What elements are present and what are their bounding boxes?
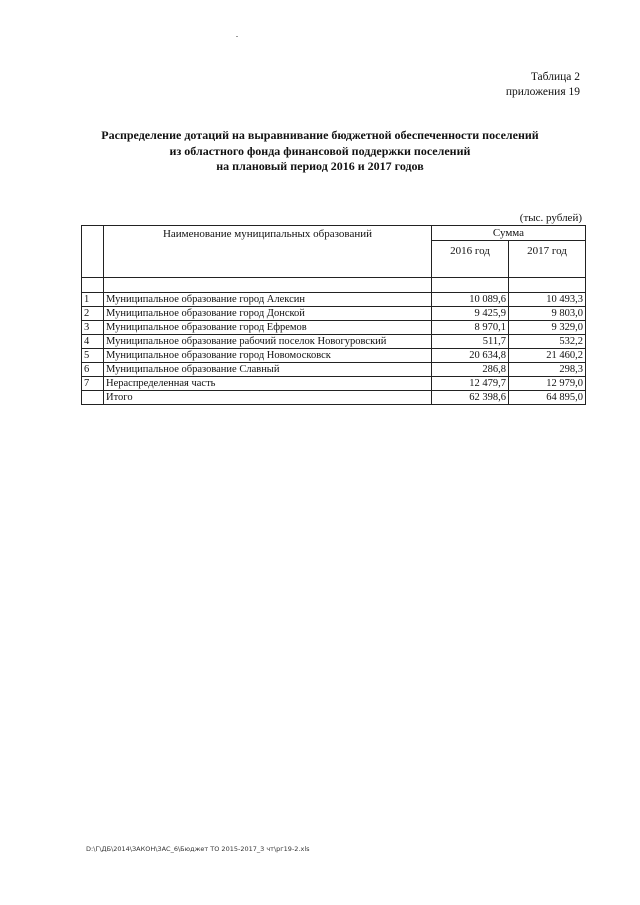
table-row — [82, 377, 586, 391]
row-number: 5 — [82, 349, 104, 363]
row-value-2017: 9 803,0 — [509, 307, 586, 321]
row-number: 7 — [82, 377, 104, 391]
row-name: Муниципальное образование город Новомосковск — [104, 349, 432, 363]
total-value-2017: 64 895,0 — [509, 391, 586, 405]
row-number: 2 — [82, 307, 104, 321]
header-row-top — [82, 226, 586, 241]
row-value-2017: 298,3 — [509, 363, 586, 377]
row-value-2016: 12 479,7 — [432, 377, 509, 391]
header-year-2017: 2017 год — [509, 241, 586, 278]
row-value-2016: 8 970,1 — [432, 321, 509, 335]
row-name: Муниципальное образование город Ефремов — [104, 321, 432, 335]
row-value-2016: 20 634,8 — [432, 349, 509, 363]
column-number-1 — [82, 278, 104, 293]
header-number — [82, 226, 104, 278]
row-value-2016: 286,8 — [432, 363, 509, 377]
row-value-2017: 9 329,0 — [509, 321, 586, 335]
total-value-2016: 62 398,6 — [432, 391, 509, 405]
table-row — [82, 349, 586, 363]
table-row — [82, 321, 586, 335]
row-value-2017: 12 979,0 — [509, 377, 586, 391]
row-number: 3 — [82, 321, 104, 335]
row-value-2016: 9 425,9 — [432, 307, 509, 321]
header-year-2016: 2016 год — [432, 241, 509, 278]
units-label: (тыс. рублей) — [519, 212, 582, 224]
row-value-2017: 532,2 — [509, 335, 586, 349]
column-number-4 — [509, 278, 586, 293]
reference-appendix: приложения 19 — [505, 86, 580, 98]
total-number — [82, 391, 104, 405]
title-line-1: Распределение дотаций на выравнивание бюджетной обеспеченности поселений — [101, 128, 539, 142]
title-line-2: из областного фонда финансовой поддержки поселений — [169, 143, 471, 158]
scan-speck — [236, 36, 238, 37]
table-row — [82, 335, 586, 349]
document-title — [60, 128, 580, 175]
row-value-2016: 511,7 — [432, 335, 509, 349]
row-value-2017: 10 493,3 — [509, 293, 586, 307]
total-label: Итого — [104, 391, 432, 405]
reference-table-number: Таблица 2 — [530, 71, 580, 83]
table-row — [82, 293, 586, 307]
row-number: 6 — [82, 363, 104, 377]
table-row — [82, 307, 586, 321]
row-value-2017: 21 460,2 — [509, 349, 586, 363]
row-number: 1 — [82, 293, 104, 307]
file-path-footer: D:\Г\ДБ\2014\ЗАКОН\ЗАС_6\Бюджет ТО 2015-2017_3 чт\рг19-2.xls — [86, 845, 310, 853]
header-name: Наименование муниципальных образований — [104, 226, 432, 278]
distribution-table — [81, 225, 586, 405]
column-number-2 — [104, 278, 432, 293]
row-name: Муниципальное образование город Алексин — [104, 293, 432, 307]
row-name: Муниципальное образование город Донской — [104, 307, 432, 321]
total-row — [82, 391, 586, 405]
table-row — [82, 363, 586, 377]
row-value-2016: 10 089,6 — [432, 293, 509, 307]
row-name: Муниципальное образование рабочий поселок Новогуровский — [104, 335, 432, 349]
table-reference — [506, 70, 580, 100]
row-name: Нераспределенная часть — [104, 377, 432, 391]
header-sum: Сумма — [432, 226, 586, 241]
row-name: Муниципальное образование Славный — [104, 363, 432, 377]
header-row-numbers — [82, 278, 586, 293]
row-number: 4 — [82, 335, 104, 349]
column-number-3 — [432, 278, 509, 293]
title-line-3: на плановый период 2016 и 2017 годов — [216, 159, 424, 173]
